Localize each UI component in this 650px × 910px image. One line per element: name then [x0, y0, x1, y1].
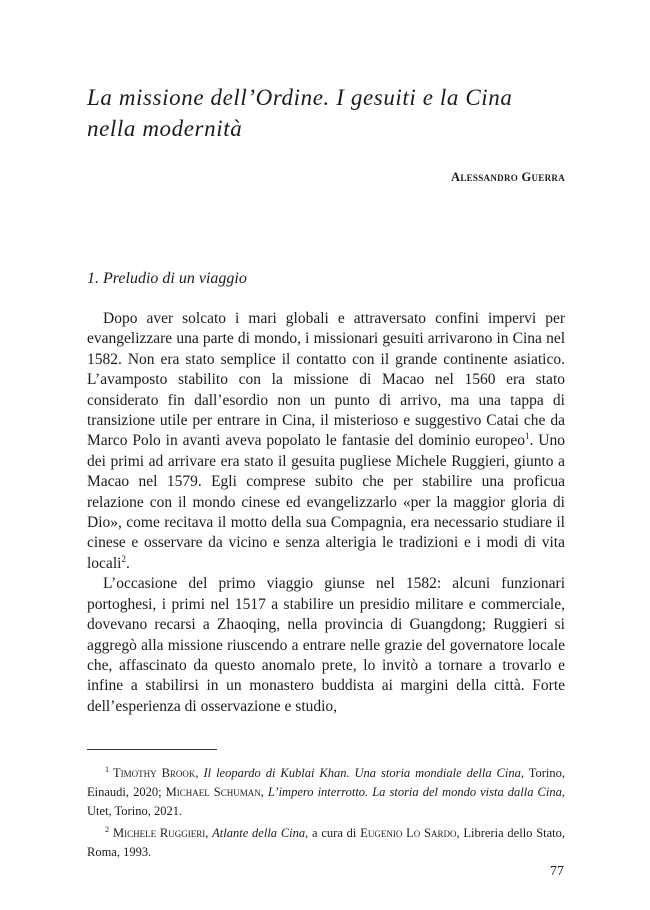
footnote-1-author-1: Timothy Brook: [113, 766, 196, 780]
footnote-divider: [87, 749, 217, 750]
footnote-2-mid: , a cura di: [305, 826, 361, 840]
footnote-2-sep-1: ,: [205, 826, 213, 840]
page-number: 77: [550, 864, 564, 879]
footnote-1-title-1: Il leopardo di Kublai Khan. Una storia mondiale della Cina: [203, 766, 521, 780]
paragraph-1-part-c: .: [125, 554, 130, 572]
footnote-2: [87, 824, 565, 862]
section-heading: 1. Preludio di un viaggio: [87, 270, 247, 287]
footnote-1-author-2: Michael Schuman: [165, 785, 261, 799]
footnote-1-pub-1: , Torino, Einaudi, 2020;: [87, 766, 565, 799]
footnote-ref-2[interactable]: 2: [121, 553, 126, 564]
paragraph-1: [87, 309, 565, 574]
footnote-1-mark: 1: [105, 764, 109, 774]
footnote-2-mark: 2: [105, 824, 109, 834]
article-title: La missione dell’Ordine. I gesuiti e la Cina nella modernità: [87, 85, 513, 141]
footnote-1-pub-2: , Utet, Torino, 2021.: [87, 785, 565, 818]
footnote-1-title-2: L’impero interrotto. La storia del mondo vista dalla Cina: [267, 785, 562, 799]
footnote-2-author-2: Eugenio Lo Sardo: [360, 826, 457, 840]
footnote-2-pub: , Libreria dello Stato, Roma, 1993.: [87, 826, 566, 859]
paragraph-1-part-a: Dopo aver solcato i mari globali e attraversato confini impervi per evangelizzare una parte di mondo, i missionari gesuiti arrivarono in Cina nel 1582. Non era stato semplice il contatto con il grande continente asiatico. L’avamposto stabilito con la missione di Macao nel 1560 era stato considerato fin dall’esordio non un punto di arrivo, ma una tappa di transizione utile per entrare in Cina, il misterioso e suggestivo Catai che da Marco Polo in avanti aveva popolato le fantasie del dominio europeo: [87, 310, 565, 450]
footnote-2-title-1: Atlante della Cina: [212, 826, 306, 840]
footnote-1-sep-2: ,: [260, 785, 268, 799]
body-text: [87, 309, 565, 717]
footnote-1: [87, 764, 565, 821]
paragraph-1-part-b: . Uno dei primi ad arrivare era stato il gesuita pugliese Michele Ruggieri, giunto a Macao nel 1579. Egli comprese subito che per stabilire una proficua relazione con il mondo cinese ed evangelizzarlo «per la maggior gloria di Dio», come recitava il motto della sua Compagnia, era necessario studiare il cinese e osservare da vicino e senza alterigia le tradizioni e i modi di vita locali: [87, 432, 565, 572]
paragraph-2: L’occasione del primo viaggio giunse nel 1582: alcuni funzionari portoghesi, i primi nel 1517 a stabilire un presidio militare e commerciale, dovevano recarsi a Zhaoqing, nella provincia di Guangdong; Ruggieri si aggregò alla missione riuscendo a entrare nelle grazie del governatore locale che, affascinato da questo anomalo prete, lo invitò a tornare a trovarlo e infine a stabilirsi in un monastero buddista ai margini della città. Forte dell’esperienza di osservazione e studio,: [87, 575, 565, 715]
footnote-1-sep-1: ,: [195, 766, 204, 780]
footnote-2-author-1: Michele Ruggieri: [113, 826, 206, 840]
article-author: Alessandro Guerra: [451, 170, 565, 184]
footnotes: [87, 764, 565, 865]
footnote-ref-1[interactable]: 1: [525, 431, 530, 442]
